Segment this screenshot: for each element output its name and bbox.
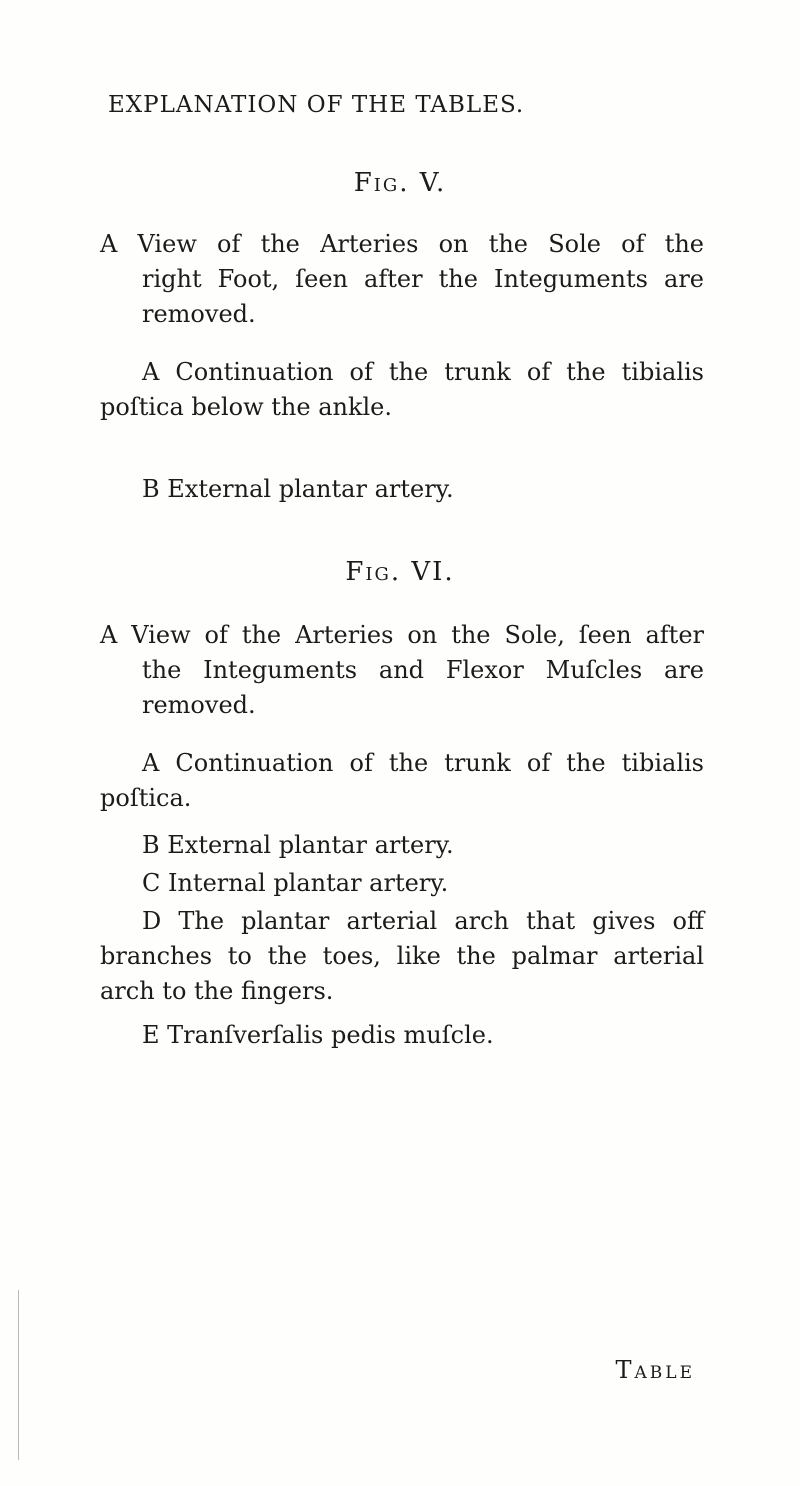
fig-5-intro-line-3: removed.: [142, 300, 256, 328]
fig-5-intro: [100, 227, 704, 332]
fig-6-item-a: [100, 746, 704, 816]
fig-6-item-d-line-3: arch to the fingers.: [100, 977, 334, 1005]
fig-6-item-c: [142, 866, 670, 901]
fig-6-intro: [100, 618, 704, 723]
fig-6-intro-line-2: the Integuments and Flexor Muſcles are: [142, 656, 704, 684]
fig-6-item-d-line-1: D The plantar arterial arch that gives off: [142, 907, 704, 935]
fig-6-intro-line-3: removed.: [142, 691, 256, 719]
fig-6-item-d-line-2: branches to the toes, like the palmar arterial: [100, 942, 704, 970]
fig-5-item-a-line-2: poſtica below the ankle.: [100, 393, 393, 421]
fig-6-item-e: [142, 1018, 670, 1053]
fig-5-item-a-line-1: A Continuation of the trunk of the tibialis: [142, 358, 704, 386]
fig-6-item-c-line-1: C Internal plantar artery.: [142, 869, 449, 897]
fig-6-item-b: [142, 828, 670, 863]
fig-5-intro-line-1: A View of the Arteries on the Sole of the: [100, 230, 704, 258]
fig-5-item-b: [142, 472, 670, 507]
running-head: EXPLANATION OF THE TABLES.: [108, 92, 525, 118]
catchword: Table: [615, 1356, 695, 1384]
fig-5-title: Fig. V.: [353, 168, 447, 198]
fig-5-item-a: [100, 355, 704, 425]
fig-6-item-a-line-1: A Continuation of the trunk of the tibialis: [142, 749, 704, 777]
fig-6-item-b-line-1: B External plantar artery.: [142, 831, 454, 859]
fig-6-intro-line-1: A View of the Arteries on the Sole, ſeen after: [100, 621, 704, 649]
page-edge-line: [18, 1290, 19, 1460]
fig-6-item-e-line-1: E Tranſverſalis pedis muſcle.: [142, 1021, 494, 1049]
fig-5-intro-line-2: right Foot, ſeen after the Integuments are: [142, 265, 704, 293]
fig-5-item-b-line-1: B External plantar artery.: [142, 475, 454, 503]
fig-6-item-d: [100, 904, 704, 1009]
fig-6-title: Fig. VI.: [345, 557, 455, 587]
fig-6-item-a-line-2: poſtica.: [100, 784, 192, 812]
